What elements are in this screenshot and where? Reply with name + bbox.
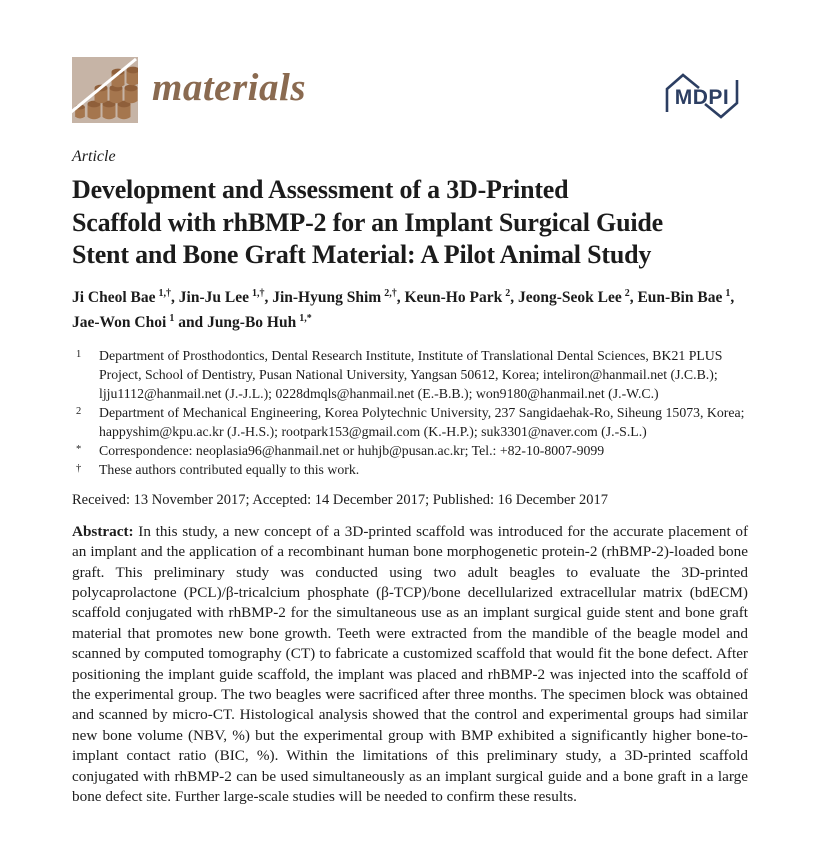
author-name: Jeong-Seok Lee (517, 288, 622, 306)
authors-line (72, 283, 748, 333)
materials-wordmark: materials (152, 65, 307, 109)
author: , Jeong-Seok Lee $^2$ (510, 287, 630, 306)
article-type-label: Article (72, 148, 116, 165)
affiliation-item (72, 441, 748, 460)
author-name: Eun-Bin Bae (637, 288, 723, 306)
author-name: Jin-Ju Lee (178, 288, 249, 306)
author: , Eun-Bin Bae $^1$ (629, 287, 731, 306)
author: , Jin-Ju Lee $^{1,\dagger}$ (171, 287, 265, 306)
author-superscript: 2,† (384, 287, 397, 299)
author: , Jae-Won Choi $^1$ (72, 288, 735, 331)
abstract-paragraph (72, 522, 748, 808)
affiliation-marker: 2 (76, 405, 82, 417)
affiliation-text: These authors contributed equally to this work. (99, 461, 360, 477)
svg-text:MDPI: MDPI (674, 86, 730, 109)
author: , Jin-Hyung Shim $^{2,\dagger}$ (264, 287, 397, 306)
author-name: Jung-Bo Huh (207, 313, 297, 331)
title-line: Development and Assessment of a 3D-Printed (72, 175, 569, 204)
author-name: Ji Cheol Bae (72, 288, 156, 306)
author-superscript: 1 (725, 287, 731, 299)
abstract-text: In this study, a new concept of a 3D-printed scaffold was introduced for the accurate placement of an implant and the application of a recombinant human bone morphogenetic protein-2 (rhBMP-2)-loaded bone graft. This preliminary study was conducted using two adult beagles to evaluate the 3D-printed polycaprolactone (PCL)/β-tricalcium phosphate (β-TCP)/bone decellularized extracellular matrix (bdECM) scaffold conjugated with rhBMP-2 for the simultaneous use as an implant surgical guide stent and bone graft material that promotes new bone growth. Teeth were extracted from the mandible of the beagle model and scanned by computed tomography (CT) to fabricate a customized scaffold that would fit the bone defect. After positioning the implant guide scaffold, the implant was placed and rhBMP-2 was injected into the scaffold of the experimental group. The two beagles were sacrificed after three months. The specimen block was obtained and scanned by micro-CT. Histological analysis showed that the control and experimental groups had similar new bone volume (NBV, %) but the experimental group with BMP exhibited a significantly higher bone-to-implant contact ratio (BIC, %). Within the limitations of this preliminary study, a 3D-printed scaffold conjugated with rhBMP-2 can be used simultaneously as an implant surgical guide and a bone graft in a large bone defect site. Further large-scale studies will be needed to confirm these results. (72, 522, 749, 806)
mdpi-logo-icon (656, 69, 748, 123)
author (72, 289, 171, 306)
author: , Keun-Ho Park $^2$ (396, 287, 511, 306)
author: and Jung-Bo Huh $^{1,*}$ (174, 312, 312, 331)
affiliation-text: Department of Mechanical Engineering, Korea Polytechnic University, 237 Sangidaehak-Ro, Siheung 15073, Korea; happyshim@kpu.ac.kr (J.-H.S.); rootpark153@gmail.com (K.-H.P.); suk3301@naver.com (J.-S.L.) (99, 404, 745, 439)
author-superscript: 1,† (251, 287, 265, 299)
affiliation-text: Correspondence: neoplasia96@hanmail.net or huhjb@pusan.ac.kr; Tel.: +82-10-8007-9099 (99, 442, 605, 458)
abstract-label: Abstract: (72, 522, 134, 540)
author-superscript: 1 (169, 312, 175, 324)
affiliation-marker: † (76, 462, 82, 474)
author-superscript: 2 (624, 287, 630, 299)
author-name: Jin-Hyung Shim (272, 288, 382, 306)
title-line: Stent and Bone Graft Material: A Pilot Animal Study (72, 240, 652, 269)
affiliation-text: Department of Prosthodontics, Dental Research Institute, Institute of Translational Dental Sciences, BK21 PLUS Project, School of Dentistry, Pusan National University, Yangsan 50612, Korea; inteliron@hanmail.net (J.C.B.); ljju1112@hanmail.net (J.-J.L.); 0228dmqls@hanmail.net (E.-B.B.); won9180@hanmail.net (J.-W.C.) (99, 347, 723, 401)
title-line: Scaffold with rhBMP-2 for an Implant Surgical Guide (72, 207, 663, 237)
affiliation-item (72, 460, 748, 479)
affiliation-marker: 1 (76, 348, 82, 360)
affiliation-item (72, 403, 748, 441)
author-name: Keun-Ho Park (404, 288, 503, 306)
author-superscript: 1,† (158, 287, 172, 299)
author-name: Jae-Won Choi (72, 313, 167, 331)
paper-title (72, 174, 748, 272)
mdpi-logo (656, 69, 748, 128)
affiliation-item (72, 346, 748, 403)
author-superscript: 2 (505, 287, 511, 299)
author-superscript: 1,* (299, 312, 312, 324)
affiliation-marker: * (76, 443, 82, 455)
affiliations-list (72, 346, 748, 479)
materials-logo (72, 57, 306, 123)
materials-logo-icon (72, 57, 138, 123)
journal-header (72, 0, 748, 128)
dates-line: Received: 13 November 2017; Accepted: 14 December 2017; Published: 16 December 2017 (72, 491, 608, 508)
